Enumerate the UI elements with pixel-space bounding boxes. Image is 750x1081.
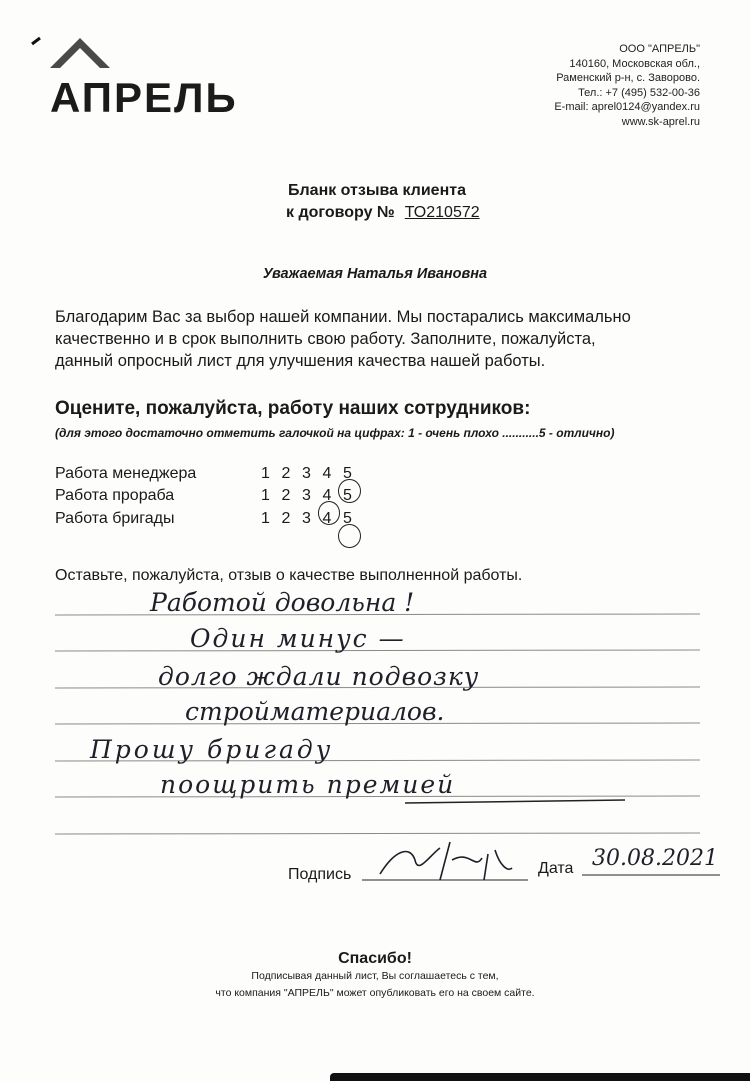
feedback-line: Один минус — — [190, 624, 406, 653]
rating-option[interactable]: 3 — [302, 510, 311, 527]
company-name: ООО "АПРЕЛЬ" — [619, 43, 700, 55]
feedback-line: поощрить премией — [160, 770, 456, 799]
phone: Тел.: +7 (495) 532-00-36 — [578, 86, 700, 99]
rating-option[interactable]: 4 — [322, 510, 332, 527]
greeting: Уважаемая Наталья Ивановна — [262, 266, 488, 282]
rating-option[interactable]: 2 — [281, 510, 291, 527]
intro-line: данный опросный лист для улучшения качества нашей работы. — [55, 352, 546, 370]
signature-label: Подпись — [288, 866, 352, 883]
rating-hint: (для этого достаточно отметить галочкой на цифрах: 1 - очень плохо ...........5 - отлично) — [55, 426, 615, 440]
rating-option[interactable]: 1 — [261, 510, 270, 527]
date-value: 30.08.2021 — [592, 846, 718, 871]
consent-line: Подписывая данный лист, Вы соглашаетесь с тем, — [251, 970, 499, 982]
feedback-prompt: Оставьте, пожалуйста, отзыв о качестве выполненной работы. — [55, 567, 523, 584]
rating-label: Работа менеджера — [55, 465, 197, 482]
intro-line: качественно и в срок выполнить свою работу. Заполните, пожалуйста, — [55, 330, 596, 348]
thanks-text: Спасибо! — [338, 950, 412, 967]
form-title: Бланк отзыва клиента — [288, 182, 466, 199]
rating-option[interactable]: 3 — [302, 465, 311, 482]
rating-heading: Оцените, пожалуйста, работу наших сотрудников: — [55, 398, 531, 419]
consent-text — [0, 968, 750, 1002]
feedback-line: Прошу бригаду — [90, 735, 334, 764]
consent-line: что компания "АПРЕЛЬ" может опубликовать его на своем сайте. — [215, 987, 535, 999]
address-line-2: Раменский р-н, с. Заворово. — [556, 72, 700, 84]
website: www.sk-aprel.ru — [621, 115, 700, 128]
rating-option[interactable]: 5 — [343, 487, 352, 504]
intro-line: Благодарим Вас за выбор нашей компании. Мы постарались максимально — [55, 308, 631, 326]
contract-label: к договору № — [286, 204, 395, 221]
rating-label: Работа прораба — [55, 487, 175, 504]
rating-option[interactable]: 1 — [261, 487, 270, 504]
feedback-line: стройматериалов. — [185, 697, 445, 726]
rating-option[interactable]: 3 — [302, 487, 311, 504]
email: E-mail: aprel0124@yandex.ru — [554, 101, 700, 113]
feedback-line: Работой довольна ! — [150, 588, 415, 617]
rating-option[interactable]: 4 — [322, 465, 332, 482]
company-logo-text: АПРЕЛЬ — [50, 74, 238, 121]
rating-label: Работа бригады — [55, 510, 175, 527]
address-line-1: 140160, Московская обл., — [569, 57, 700, 70]
rating-option[interactable]: 4 — [323, 487, 344, 534]
rating-option[interactable]: 2 — [281, 487, 291, 504]
rating-option[interactable]: 1 — [261, 465, 270, 482]
contract-number: ТО210572 — [404, 204, 480, 221]
rating-option[interactable]: 5 — [343, 465, 364, 512]
rating-option[interactable]: 2 — [281, 465, 291, 482]
signature-scribble — [380, 842, 512, 880]
rating-option[interactable]: 5 — [343, 510, 364, 557]
date-label: Дата — [538, 860, 574, 877]
feedback-line: долго ждали подвозку — [158, 662, 480, 691]
